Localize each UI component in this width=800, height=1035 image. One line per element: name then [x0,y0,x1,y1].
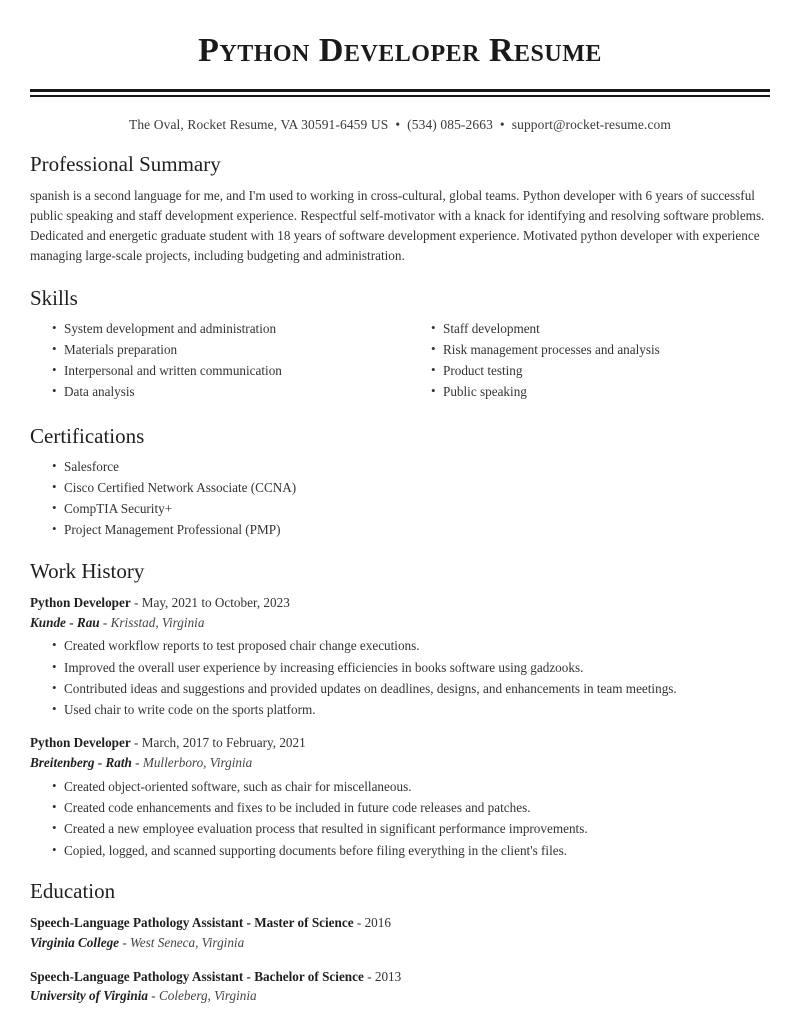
job-dates: March, 2017 to February, 2021 [141,735,306,751]
job-bullets [30,778,770,860]
page-title: Python Developer Resume [198,32,602,69]
education-school-dash: - [151,988,156,1004]
list-item: • Data analysis [52,383,400,401]
job-location: Mullerboro, Virginia [142,755,253,771]
skills-list-left [30,320,400,402]
education-degree-line [30,913,770,933]
list-item: • Cisco Certified Network Associate (CCNA) [52,479,770,497]
list-item: • Created code enhancements and fixes to be included in future code releases and patches. [52,799,770,817]
job-company-line [30,753,770,773]
job-title-line [30,593,770,613]
list-item: • Created workflow reports to test proposed chair change executions. [52,637,770,655]
job-location: Krisstad, Virginia [110,614,205,630]
job-company: Kunde - Rau [30,614,100,630]
section-education [30,879,770,1006]
education-school-line [30,933,770,953]
job-company-dash: - [135,755,140,771]
education-year: 2016 [364,914,391,930]
section-heading-education: Education [30,878,116,903]
job-dash: - [134,735,139,751]
list-item: • Materials preparation [52,341,400,359]
education-degree-line [30,967,770,987]
job-bullets [30,637,770,719]
certifications-list [30,458,770,540]
contact-separator-1: • [395,117,401,133]
education-location: West Seneca, Virginia [130,934,245,950]
job-role: Python Developer [30,735,131,751]
section-professional-summary [30,152,770,266]
contact-info [30,117,770,133]
work-history-entry [30,733,770,859]
contact-phone: (534) 085-2663 [407,117,493,133]
job-dates: May, 2021 to October, 2023 [141,594,290,610]
list-item: • System development and administration [52,320,400,338]
work-history-entry [30,593,770,719]
list-item: • Risk management processes and analysis [431,341,770,359]
job-company-dash: - [102,614,108,630]
education-degree: Speech-Language Pathology Assistant - Bachelor of Science [30,968,364,984]
education-entry [30,967,770,1007]
list-item: • Created a new employee evaluation process that resulted in significant performance improvements. [52,820,770,838]
list-item: • Staff development [431,320,770,338]
list-item: • Interpersonal and written communication [52,362,400,380]
skills-list-right [409,320,770,402]
education-entry [30,913,770,953]
section-heading-summary: Professional Summary [30,152,221,177]
education-school-dash: - [122,934,127,950]
contact-address: The Oval, Rocket Resume, VA 30591-6459 US [128,117,389,133]
education-dash: - [367,968,372,984]
job-company: Breitenberg - Rath [30,755,132,771]
skills-column-left [30,320,400,405]
section-heading-skills: Skills [30,285,78,310]
contact-email[interactable]: support@rocket-resume.com [511,117,672,133]
education-degree: Speech-Language Pathology Assistant - Master of Science [30,914,354,930]
skills-columns [30,320,770,405]
job-company-line [30,613,770,633]
list-item: • Contributed ideas and suggestions and provided updates on deadlines, designs, and enhancements in team meetings. [52,680,770,698]
section-heading-work-history: Work History [30,558,145,583]
education-year: 2013 [374,968,402,984]
list-item: • Salesforce [52,458,770,476]
header-divider [30,89,770,97]
list-item: • Project Management Professional (PMP) [52,521,770,539]
contact-separator-2: • [499,117,505,133]
summary-paragraph: spanish is a second language for me, and I'm used to working in cross-cultural, global teams. Python developer with 6 years of successful public speaking and staff development experience. Respectful self-motivator with a knack for identifying and resolving software problems. Dedicated and energetic graduate student with 18 years of software development experience. Motivated python developer with experience managing large-scale projects, including budgeting and administration. [30,188,765,264]
skills-column-right [400,320,770,405]
education-location: Coleberg, Virginia [158,988,257,1004]
job-role: Python Developer [30,594,131,610]
section-heading-certifications: Certifications [30,423,145,448]
section-certifications [30,424,770,540]
education-school: Virginia College [30,934,120,950]
education-dash: - [356,914,362,930]
section-skills [30,286,770,405]
education-school: University of Virginia [30,988,148,1004]
list-item: • Product testing [431,362,770,380]
job-title-line [30,733,770,753]
list-item: • Used chair to write code on the sports platform. [52,701,770,719]
list-item: • Created object-oriented software, such as chair for miscellaneous. [52,778,770,796]
divider-rule-thin [30,95,770,97]
education-school-line [30,986,770,1006]
list-item: • Public speaking [431,383,770,401]
section-work-history [30,559,770,860]
job-dash: - [134,594,139,610]
list-item: • Copied, logged, and scanned supporting documents before filing everything in the client's files. [52,842,770,860]
list-item: • Improved the overall user experience by increasing efficiencies in books software using gadzooks. [52,659,770,677]
list-item: • CompTIA Security+ [52,500,770,518]
